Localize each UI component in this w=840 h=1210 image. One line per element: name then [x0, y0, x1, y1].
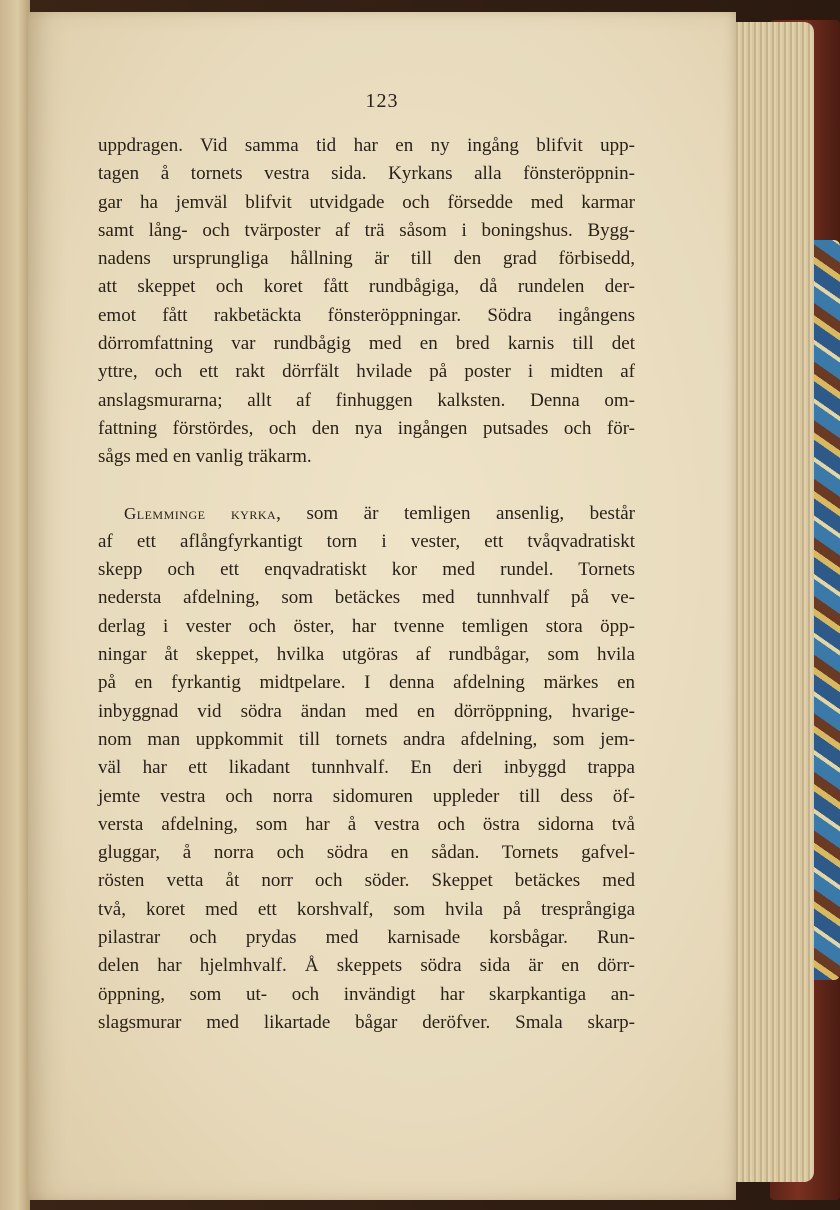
page-text	[98, 132, 635, 1037]
paragraph-2	[98, 500, 635, 1038]
text-line: slagsmurar med likartade bågar deröfver. Smala skarp-	[98, 1011, 635, 1033]
text-line: gluggar, å norra och södra en sådan. Tornets gafvel-	[98, 842, 635, 864]
text-line: yttre, och ett rakt dörrfält hvilade på poster i midten af	[98, 361, 635, 383]
text-line: fattning förstördes, och den nya ingången putsades och för-	[98, 417, 635, 439]
text-line: versta afdelning, som har å vestra och östra sidorna två	[98, 813, 635, 835]
page-block-edge	[728, 22, 814, 1182]
text-line: emot fått rakbetäckta fönsteröppningar. Södra ingångens	[98, 304, 635, 326]
text-line: väl har ett likadant tunnhvalf. En deri inbyggd trappa	[98, 757, 635, 779]
text-line: på en fyrkantig midtpelare. I denna afdelning märkes en	[98, 672, 635, 694]
text-line: derlag i vester och öster, har tvenne temligen stora öpp-	[98, 615, 635, 637]
text-line: dörromfattning var rundbågig med en bred karnis till det	[98, 333, 635, 355]
text-line: rösten vetta åt norr och söder. Skeppet betäckes med	[98, 870, 635, 892]
text-line: delen har hjelmhvalf. Å skeppets södra sida är en dörr-	[98, 955, 635, 977]
book-page	[28, 12, 736, 1200]
text-line: af ett aflångfyrkantigt torn i vester, ett tvåqvadratiskt	[98, 530, 635, 552]
text-line: att skeppet och koret fått rundbågiga, då rundelen der-	[98, 276, 635, 298]
text-line: uppdragen. Vid samma tid har en ny ingång blifvit upp-	[98, 135, 635, 156]
text-line: nedersta afdelning, som betäckes med tunnhvalf på ve-	[98, 587, 635, 609]
paragraph-1	[98, 132, 635, 472]
paragraph-lead-rest: , som är temligen ansenlig, består	[276, 502, 635, 524]
text-line: jemte vestra och norra sidomuren uppleder till dess öf-	[98, 785, 635, 807]
text-line: öppning, som ut- och invändigt har skarpkantiga an-	[98, 983, 635, 1005]
text-line: gar ha jemväl blifvit utvidgade och försedde med karmar	[98, 191, 635, 213]
text-line: sågs med en vanlig träkarm.	[98, 446, 312, 468]
text-line: samt lång- och tvärposter af trä såsom i boningshus. Bygg-	[98, 219, 635, 241]
text-line: nom man uppkommit till tornets andra afdelning, som jem-	[98, 728, 635, 750]
paragraph-lead: Glemminge kyrka	[124, 503, 277, 523]
text-line: skepp och ett enqvadratiskt kor med rundel. Tornets	[98, 559, 635, 581]
text-line: pilastrar och prydas med karnisade korsbågar. Run-	[98, 927, 635, 949]
text-line: tagen å tornets vestra sida. Kyrkans alla fönsteröppnin-	[98, 163, 635, 185]
page-number: 123	[365, 90, 399, 112]
text-line: två, koret med ett korshvalf, som hvila på tresprångiga	[98, 898, 635, 920]
facing-page-edge	[0, 0, 30, 1210]
text-line	[98, 500, 635, 528]
paragraph-gap	[98, 472, 635, 500]
text-line: inbyggnad vid södra ändan med en dörröppning, hvarige-	[98, 700, 635, 722]
text-line: nadens ursprungliga hållning är till den grad förbisedd,	[98, 248, 635, 270]
text-line: ningar åt skeppet, hvilka utgöras af rundbågar, som hvila	[98, 644, 635, 666]
text-line: anslagsmurarna; allt af finhuggen kalksten. Denna om-	[98, 389, 635, 411]
